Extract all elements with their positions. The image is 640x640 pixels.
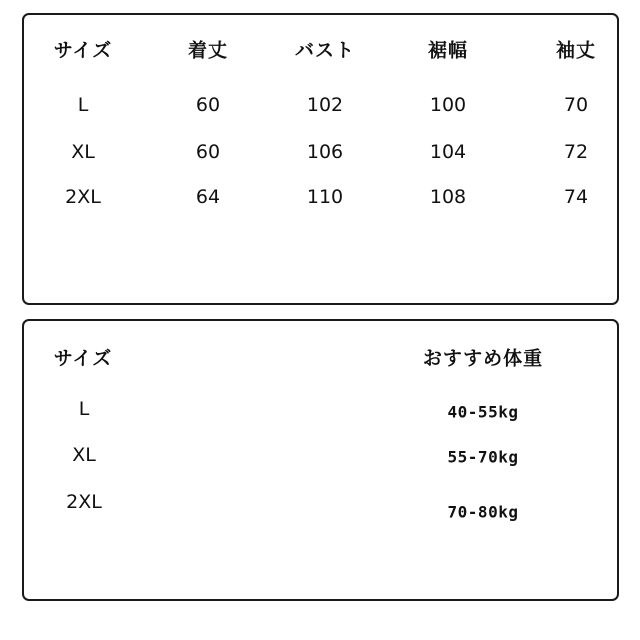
size-chart-cell-sleeve-length: 72	[563, 141, 589, 163]
weight-chart-cell-size: 2XL	[66, 491, 102, 513]
size-chart-cell-length: 60	[195, 94, 221, 116]
size-chart-cell-size: 2XL	[65, 186, 101, 208]
size-chart-cell-size: L	[77, 94, 89, 116]
weight-chart-cell-size: XL	[72, 444, 96, 466]
size-chart-cell-sleeve-length: 74	[563, 186, 589, 208]
size-chart-cell-bust: 106	[306, 141, 344, 163]
weight-chart-cell-recommended-weight: 70-80kg	[447, 502, 519, 522]
weight-chart-panel	[22, 319, 619, 601]
weight-chart-cell-size: L	[78, 398, 90, 420]
size-chart-header-sleeve-length: 袖丈	[555, 39, 597, 62]
size-chart-cell-hem-width: 104	[429, 141, 467, 163]
size-chart-cell-bust: 110	[306, 186, 344, 208]
size-chart-cell-size: XL	[71, 141, 95, 163]
size-chart-cell-hem-width: 108	[429, 186, 467, 208]
size-chart-cell-length: 60	[195, 141, 221, 163]
size-chart-cell-sleeve-length: 70	[563, 94, 589, 116]
size-chart-cell-bust: 102	[306, 94, 344, 116]
weight-chart-cell-recommended-weight: 40-55kg	[447, 402, 519, 422]
size-chart-cell-length: 64	[195, 186, 221, 208]
weight-chart-header-size: サイズ	[53, 347, 113, 370]
size-chart-panel	[22, 13, 619, 305]
size-chart-header-bust: バスト	[294, 39, 356, 62]
size-chart-header-length: 着丈	[187, 39, 229, 62]
size-chart-header-size: サイズ	[53, 39, 113, 62]
size-chart-header-hem-width: 裾幅	[427, 39, 469, 62]
weight-chart-header-recommended-weight: おすすめ体重	[422, 347, 544, 370]
weight-chart-cell-recommended-weight: 55-70kg	[447, 447, 519, 467]
size-chart-cell-hem-width: 100	[429, 94, 467, 116]
